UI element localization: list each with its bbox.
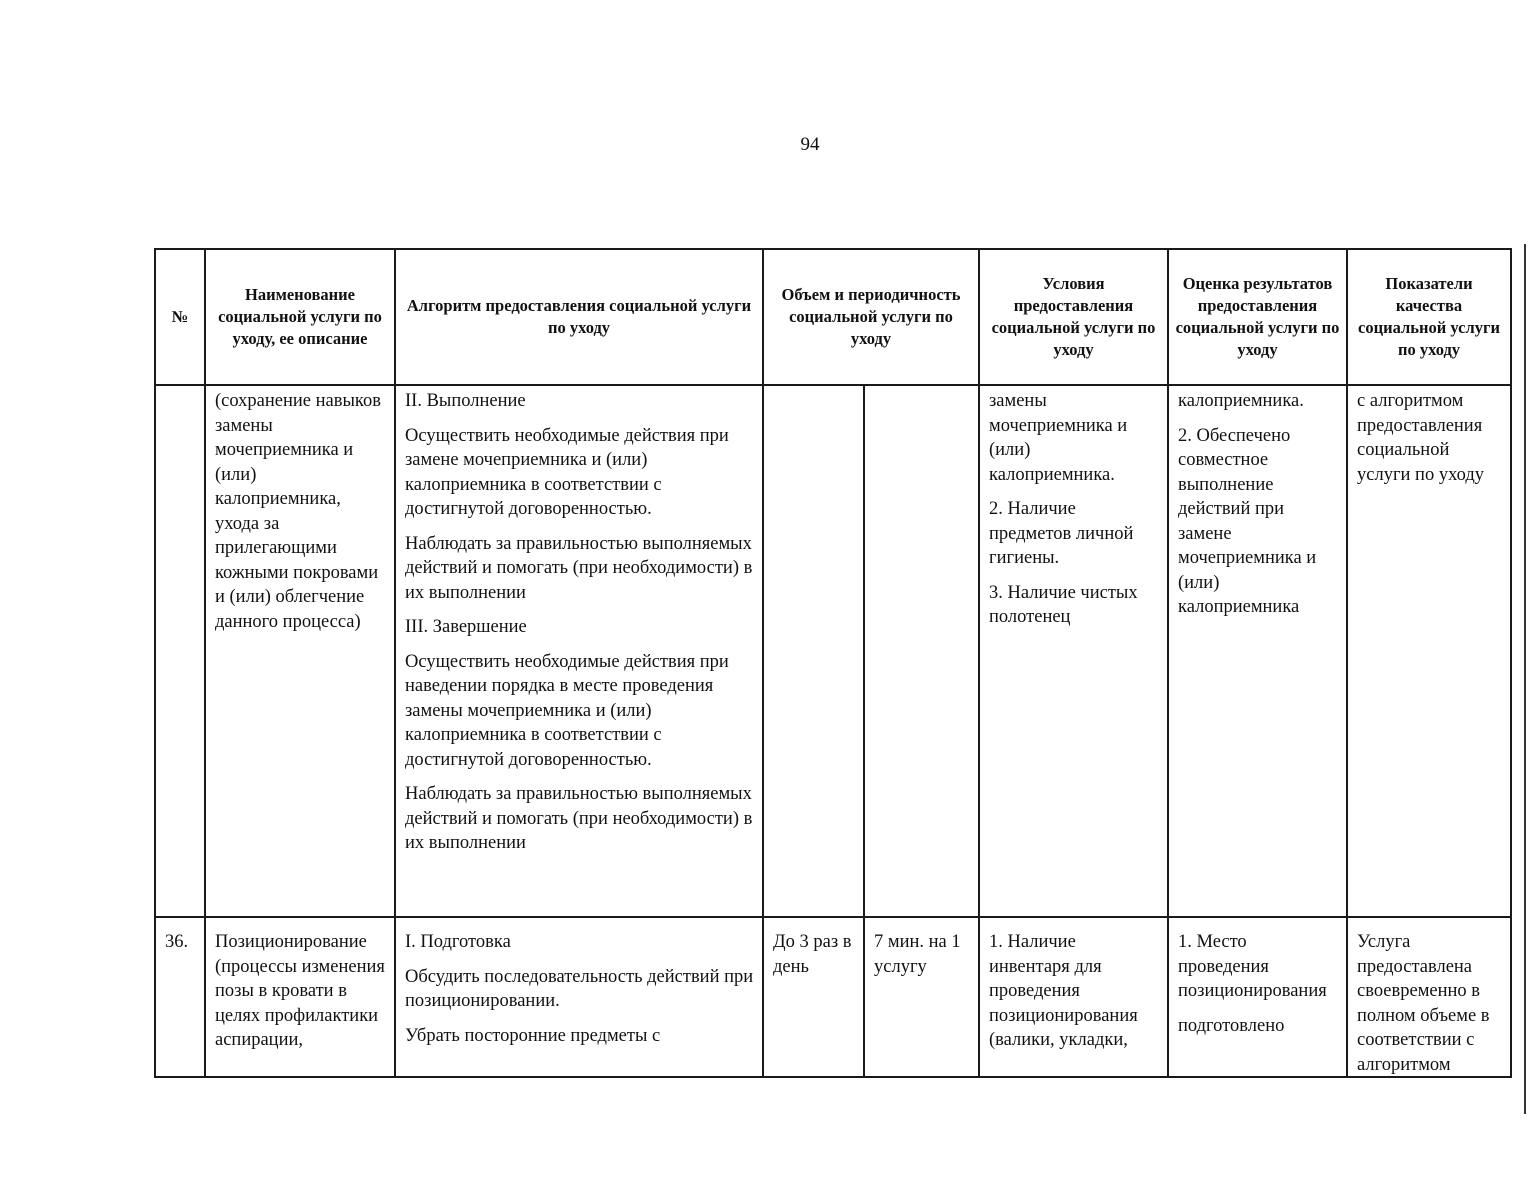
cell-volume: До 3 раз в день (763, 917, 864, 1077)
condition-item: 1. Наличие инвентаря для проведения позиционирования (валики, укладки, (989, 932, 1138, 1050)
condition-item: 3. Наличие чистых полотенец (989, 582, 1138, 627)
scan-edge-line (1524, 244, 1526, 1114)
algorithm-step: Наблюдать за правильностью выполняемых действий и помогать (при необходимости) в их выполнении (405, 784, 753, 853)
evaluation-item: подготовлено (1178, 1015, 1285, 1036)
algorithm-step: Наблюдать за правильностью выполняемых действий и помогать (при необходимости) в их выполнении (405, 533, 753, 603)
algorithm-step: II. Выполнение (405, 391, 526, 411)
evaluation-item: 1. Место проведения позиционирования (1178, 932, 1327, 1001)
cell-volume (763, 385, 864, 917)
cell-conditions (979, 917, 1168, 1077)
condition-item: замены мочеприемника и (или) калоприемника. (989, 391, 1128, 485)
algorithm-step: Осуществить необходимые действия при наведении порядка в месте проведения замены мочеприемника и (или) калоприемника в соответствии с достигнутой договоренностью. (405, 651, 729, 770)
cell-number: 36. (155, 917, 205, 1077)
evaluation-item: 2. Обеспечено совместное выполнение действий при замене мочеприемника и (или) калоприемника (1178, 425, 1317, 617)
condition-item: 2. Наличие предметов личной гигиены. (989, 499, 1134, 568)
header-volume-periodicity: Объем и периодичность социальной услуги по уходу (763, 249, 979, 385)
table-row (155, 385, 1511, 917)
cell-service-name: Позиционирование (процессы изменения позы в кровати в целях профилактики аспирации, (205, 917, 395, 1077)
evaluation-item: калоприемника. (1178, 391, 1304, 411)
algorithm-step: III. Завершение (405, 617, 527, 637)
algorithm-step: Обсудить последовательность действий при позиционировании. (405, 966, 754, 1011)
cell-periodicity (864, 385, 979, 917)
cell-number (155, 385, 205, 917)
cell-quality: с алгоритмом предоставления социальной услуги по уходу (1347, 385, 1511, 917)
header-conditions: Условия предоставления социальной услуги по уходу (979, 249, 1168, 385)
cell-quality: Услуга предоставлена своевременно в полном объеме в соответствии с алгоритмом (1347, 917, 1511, 1077)
services-table (154, 248, 1512, 1078)
cell-evaluation (1168, 917, 1347, 1077)
cell-evaluation (1168, 385, 1347, 917)
page-number: 94 (800, 134, 820, 155)
algorithm-step: I. Подготовка (405, 932, 511, 952)
header-service-name: Наименование социальной услуги по уходу, ее описание (205, 249, 395, 385)
cell-periodicity: 7 мин. на 1 услугу (864, 917, 979, 1077)
cell-service-name: (сохранение навыков замены мочеприемника и (или) калоприемника, ухода за прилегающими кожными покровами и (или) облегчение данного процесса) (205, 385, 395, 917)
cell-conditions (979, 385, 1168, 917)
header-algorithm: Алгоритм предоставления социальной услуги по уходу (395, 249, 763, 385)
algorithm-step: Убрать посторонние предметы с (405, 1025, 661, 1046)
table-row (155, 917, 1511, 1077)
header-row (155, 249, 1511, 385)
header-evaluation: Оценка результатов предоставления социальной услуги по уходу (1168, 249, 1347, 385)
header-number: № (155, 249, 205, 385)
algorithm-step: Осуществить необходимые действия при замене мочеприемника и (или) калоприемника в соответствии с достигнутой договоренностью. (405, 425, 729, 519)
cell-algorithm (395, 917, 763, 1077)
header-quality: Показатели качества социальной услуги по уходу (1347, 249, 1511, 385)
cell-algorithm (395, 385, 763, 917)
